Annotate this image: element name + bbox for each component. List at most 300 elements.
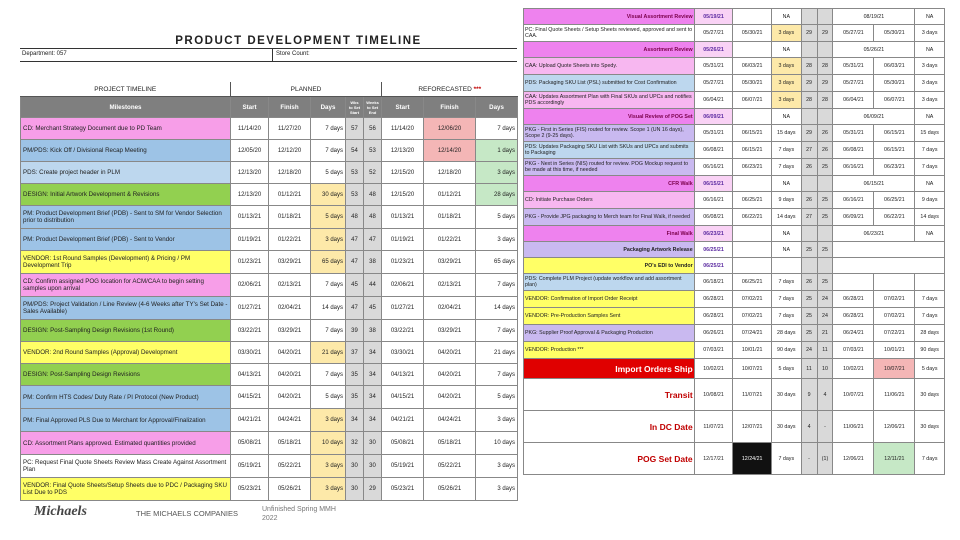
- reforecast-finish-cell: 06/03/21: [874, 58, 915, 75]
- column-header: Finish: [424, 97, 476, 118]
- weeks-to-start-cell: [801, 226, 817, 242]
- planned-days-cell: 7 days: [311, 118, 346, 140]
- reforecast-finish-cell: 12/06/21: [874, 411, 915, 443]
- planned-start-cell: 11/07/21: [694, 411, 733, 443]
- reforecast-finish-cell: 05/22/21: [424, 455, 476, 478]
- weeks-to-start-cell: 53: [346, 184, 364, 206]
- milestone-cell: DESIGN: Post-Sampling Design Revisions: [21, 364, 231, 386]
- planned-finish-cell: 06/22/21: [733, 209, 772, 226]
- michaels-logo: Michaels: [34, 504, 87, 519]
- column-header: Milestones: [21, 97, 231, 118]
- table-row: [21, 184, 518, 206]
- reforecast-days-cell: 28 days: [915, 325, 945, 342]
- reforecast-days-cell: 7 days: [476, 118, 518, 140]
- planned-finish-cell: 06/15/21: [733, 125, 772, 142]
- reforecast-start-cell: 06/24/21: [833, 325, 874, 342]
- reforecast-finish-cell: 07/02/21: [874, 291, 915, 308]
- reforecast-start-cell: 03/30/21: [382, 342, 424, 364]
- weeks-to-end-cell: 44: [364, 274, 382, 297]
- column-header: Start: [382, 97, 424, 118]
- planned-finish-cell: 10/01/21: [733, 342, 772, 359]
- weeks-to-end-cell: 25: [817, 242, 833, 258]
- planned-days-cell: 7 days: [772, 308, 802, 325]
- section-header-row: [21, 82, 518, 97]
- reforecast-finish-cell: 10/01/21: [874, 342, 915, 359]
- reforecast-start-cell: 10/02/21: [833, 359, 874, 379]
- weeks-to-end-cell: 4: [817, 379, 833, 411]
- reforecast-finish-cell: 02/04/21: [424, 297, 476, 320]
- key-date-name-cell: POG Set Date: [524, 443, 695, 475]
- planned-days-cell: 7 days: [772, 274, 802, 291]
- weeks-to-end-cell: 24: [817, 308, 833, 325]
- reforecast-start-cell: 05/27/21: [833, 25, 874, 42]
- na-cell: NA: [772, 176, 802, 192]
- task-row: [524, 308, 945, 325]
- planned-start-cell: 05/31/21: [694, 58, 733, 75]
- weeks-to-end-cell: 52: [364, 162, 382, 184]
- planned-start-cell: 06/08/21: [694, 142, 733, 159]
- reforecast-finish-cell: 01/18/21: [424, 206, 476, 229]
- reforecast-start-cell: 02/06/21: [382, 274, 424, 297]
- reforecast-days-cell: 14 days: [915, 209, 945, 226]
- reforecast-finish-cell: 01/22/21: [424, 229, 476, 251]
- weeks-to-end-cell: 34: [364, 342, 382, 364]
- planned-finish-cell: 06/07/21: [733, 92, 772, 109]
- planned-finish-cell: 12/12/20: [269, 140, 311, 162]
- planned-days-cell: 30 days: [772, 379, 802, 411]
- reforecast-days-cell: 3 days: [476, 409, 518, 432]
- reforecast-finish-cell: 03/29/21: [424, 251, 476, 274]
- planned-finish-cell: 11/27/20: [269, 118, 311, 140]
- weeks-to-start-cell: 39: [346, 320, 364, 342]
- reforecast-days-cell: 7 days: [915, 142, 945, 159]
- planned-finish-cell: 11/07/21: [733, 379, 772, 411]
- reforecast-start-cell: 01/13/21: [382, 206, 424, 229]
- planned-finish-cell: 10/07/21: [733, 359, 772, 379]
- table-row: [21, 386, 518, 409]
- reforecast-start-cell: 12/06/21: [833, 443, 874, 475]
- reforecast-days-cell: 3 days: [915, 75, 945, 92]
- reforecast-finish-cell: 12/14/20: [424, 140, 476, 162]
- task-row: [524, 25, 945, 42]
- right-timeline-panel: [523, 8, 945, 528]
- task-description-cell: PDS: Updates Packaging SKU List with SKUs and UPCs and submits to Packaging: [524, 142, 695, 159]
- empty-cell: [833, 242, 945, 258]
- milestone-section-row: [524, 176, 945, 192]
- reforecast-finish-cell: 07/22/21: [874, 325, 915, 342]
- reforecast-days-cell: [915, 274, 945, 291]
- reforecast-finish-cell: 07/02/21: [874, 308, 915, 325]
- planned-days-cell: 65 days: [311, 251, 346, 274]
- weeks-to-end-cell: 29: [817, 75, 833, 92]
- weeks-to-start-cell: 9: [801, 379, 817, 411]
- reforecast-start-cell: 06/28/21: [833, 291, 874, 308]
- milestone-date-cell: 05/26/21: [694, 42, 733, 58]
- planned-days-cell: 3 days: [772, 58, 802, 75]
- reforecast-days-cell: 90 days: [915, 342, 945, 359]
- na-cell: [772, 258, 802, 274]
- planned-start-cell: 01/23/21: [231, 251, 269, 274]
- column-header: Wks to Set Start: [346, 97, 364, 118]
- weeks-to-start-cell: [801, 176, 817, 192]
- planned-start-cell: 06/26/21: [694, 325, 733, 342]
- task-row: [524, 125, 945, 142]
- store-count-label: Store Count:: [272, 49, 310, 61]
- weeks-to-start-cell: 54: [346, 140, 364, 162]
- weeks-to-end-cell: 25: [817, 209, 833, 226]
- weeks-to-start-cell: 26: [801, 274, 817, 291]
- reforecast-na-cell: NA: [915, 42, 945, 58]
- milestone-date-cell: 06/25/21: [694, 258, 733, 274]
- planned-finish-cell: 12/24/21: [733, 443, 772, 475]
- table-row: [21, 206, 518, 229]
- task-description-cell: PC: Final Quote Sheets / Setup Sheets reviewed, approved and sent to CAA.: [524, 25, 695, 42]
- weeks-to-start-cell: 26: [801, 192, 817, 209]
- column-header: Days: [311, 97, 346, 118]
- reforecast-start-cell: 06/04/21: [833, 92, 874, 109]
- left-timeline-panel: [20, 28, 517, 522]
- column-header: Weeks to Set End: [364, 97, 382, 118]
- reforecast-start-cell: 03/22/21: [382, 320, 424, 342]
- reforecast-days-cell: 30 days: [915, 411, 945, 443]
- task-description-cell: VENDOR: Confirmation of Import Order Receipt: [524, 291, 695, 308]
- weeks-to-end-cell: 38: [364, 320, 382, 342]
- planned-start-cell: 03/30/21: [231, 342, 269, 364]
- milestone-date-cell: 06/15/21: [694, 176, 733, 192]
- weeks-to-end-cell: 10: [817, 359, 833, 379]
- reforecast-days-cell: 7 days: [476, 364, 518, 386]
- reforecast-start-cell: 12/15/20: [382, 184, 424, 206]
- task-row: [524, 58, 945, 75]
- reforecast-finish-cell: 04/24/21: [424, 409, 476, 432]
- planned-start-cell: 07/03/21: [694, 342, 733, 359]
- reforecast-days-cell: 3 days: [915, 25, 945, 42]
- planned-finish-cell: 05/26/21: [269, 478, 311, 501]
- footer-note-line1: Unfinished Spring MMH: [262, 506, 336, 513]
- planned-days-cell: 3 days: [311, 409, 346, 432]
- reforecast-start-cell: 04/13/21: [382, 364, 424, 386]
- reforecast-finish-cell: 10/07/21: [874, 359, 915, 379]
- reforecast-days-cell: 7 days: [915, 308, 945, 325]
- milestone-date-cell: 06/09/21: [694, 109, 733, 125]
- planned-start-cell: 03/22/21: [231, 320, 269, 342]
- task-row: [524, 142, 945, 159]
- planned-finish-cell: 04/20/21: [269, 364, 311, 386]
- planned-days-cell: 10 days: [311, 432, 346, 455]
- planned-start-cell: 04/13/21: [231, 364, 269, 386]
- weeks-to-start-cell: 45: [346, 274, 364, 297]
- task-description-cell: PKG - Next in Series (NIS) routed for review. POG Mockup request to be made at this time, if needed: [524, 159, 695, 176]
- weeks-to-end-cell: 28: [817, 58, 833, 75]
- reforecast-days-cell: 3 days: [476, 478, 518, 501]
- planned-finish-cell: 04/24/21: [269, 409, 311, 432]
- planned-days-cell: 3 days: [311, 229, 346, 251]
- planned-start-cell: 06/04/21: [694, 92, 733, 109]
- weeks-to-start-cell: 29: [801, 75, 817, 92]
- weeks-to-end-cell: 25: [817, 159, 833, 176]
- task-description-cell: PKG: Supplier Proof Approval & Packaging Production: [524, 325, 695, 342]
- reforecast-start-cell: 05/19/21: [382, 455, 424, 478]
- task-row: [524, 75, 945, 92]
- reforecast-start-cell: 04/15/21: [382, 386, 424, 409]
- milestone-cell: PC: Request Final Quote Sheets Review Mass Create Against Assortment Plan: [21, 455, 231, 478]
- reforecast-start-cell: 01/23/21: [382, 251, 424, 274]
- reforecast-start-cell: 06/16/21: [833, 192, 874, 209]
- planned-days-cell: 90 days: [772, 342, 802, 359]
- timeline-table: [20, 82, 518, 501]
- planned-finish-cell: 01/22/21: [269, 229, 311, 251]
- planned-start-cell: 12/05/20: [231, 140, 269, 162]
- weeks-to-start-cell: 34: [346, 409, 364, 432]
- reforecast-start-cell: 06/08/21: [833, 142, 874, 159]
- weeks-to-start-cell: 25: [801, 308, 817, 325]
- milestone-section-row: [524, 9, 945, 25]
- weeks-to-end-cell: 25: [817, 274, 833, 291]
- weeks-to-end-cell: 53: [364, 140, 382, 162]
- weeks-to-end-cell: 28: [817, 92, 833, 109]
- planned-days-cell: 30 days: [772, 411, 802, 443]
- planned-start-cell: 10/02/21: [694, 359, 733, 379]
- reforecast-start-cell: 12/13/20: [382, 140, 424, 162]
- reforecast-days-cell: 7 days: [915, 159, 945, 176]
- weeks-to-end-cell: 26: [817, 125, 833, 142]
- column-header-row: [21, 97, 518, 118]
- weeks-to-end-cell: 34: [364, 409, 382, 432]
- reforecast-start-cell: 11/06/21: [833, 411, 874, 443]
- milestone-name-cell: Packaging Artwork Release: [524, 242, 695, 258]
- empty-cell: [733, 226, 772, 242]
- planned-days-cell: 7 days: [772, 159, 802, 176]
- reforecast-start-cell: 05/31/21: [833, 125, 874, 142]
- planned-start-cell: 06/18/21: [694, 274, 733, 291]
- company-name: THE MICHAELS COMPANIES: [136, 509, 238, 518]
- table-row: [21, 274, 518, 297]
- weeks-to-start-cell: 25: [801, 325, 817, 342]
- planned-finish-cell: 12/18/20: [269, 162, 311, 184]
- milestone-date-cell: 06/25/21: [694, 242, 733, 258]
- weeks-to-end-cell: [817, 176, 833, 192]
- planned-days-cell: 5 days: [311, 162, 346, 184]
- reforecast-finish-cell: 12/11/21: [874, 443, 915, 475]
- reforecast-start-cell: 06/16/21: [833, 159, 874, 176]
- reforecast-date-cell: 05/26/21: [833, 42, 915, 58]
- planned-finish-cell: 06/25/21: [733, 274, 772, 291]
- reforecast-finish-cell: 11/06/21: [874, 379, 915, 411]
- weeks-to-start-cell: -: [801, 443, 817, 475]
- section-planned: PLANNED: [231, 82, 382, 97]
- task-description-cell: PDS: Complete PLM Project (update workflow and add assortment plan): [524, 274, 695, 291]
- reforecast-date-cell: 06/15/21: [833, 176, 915, 192]
- weeks-to-end-cell: 34: [364, 364, 382, 386]
- milestone-date-cell: 05/19/21: [694, 9, 733, 25]
- key-date-name-cell: In DC Date: [524, 411, 695, 443]
- reforecast-finish-cell: 05/30/21: [874, 75, 915, 92]
- planned-start-cell: 01/19/21: [231, 229, 269, 251]
- timeline-continued-table: [523, 8, 945, 475]
- milestone-row: [524, 258, 945, 274]
- footer-note: [262, 505, 336, 523]
- table-row: [21, 478, 518, 501]
- table-row: [21, 140, 518, 162]
- weeks-to-end-cell: 47: [364, 229, 382, 251]
- weeks-to-start-cell: [801, 258, 817, 274]
- table-row: [21, 118, 518, 140]
- reforecast-days-cell: 7 days: [476, 274, 518, 297]
- weeks-to-start-cell: 57: [346, 118, 364, 140]
- reforecast-date-cell: 06/09/21: [833, 109, 915, 125]
- planned-start-cell: 12/13/20: [231, 184, 269, 206]
- table-row: [21, 409, 518, 432]
- task-description-cell: PKG - Provide JPG packaging to Merch team for Final Walk, if needed: [524, 209, 695, 226]
- reforecast-days-cell: 21 days: [476, 342, 518, 364]
- planned-start-cell: 06/28/21: [694, 291, 733, 308]
- reforecast-days-cell: 3 days: [476, 162, 518, 184]
- key-date-row: [524, 359, 945, 379]
- key-date-row: [524, 379, 945, 411]
- reforecast-finish-cell: 06/22/21: [874, 209, 915, 226]
- weeks-to-end-cell: 29: [364, 478, 382, 501]
- milestone-cell: DESIGN: Post-Sampling Design Revisions (1st Round): [21, 320, 231, 342]
- milestone-name-cell: Final Walk: [524, 226, 695, 242]
- task-row: [524, 92, 945, 109]
- planned-start-cell: 12/17/21: [694, 443, 733, 475]
- weeks-to-end-cell: -: [817, 411, 833, 443]
- planned-days-cell: 3 days: [772, 92, 802, 109]
- table-row: [21, 162, 518, 184]
- milestone-cell: PM: Final Approved PLS Due to Merchant for Approval/Finalization: [21, 409, 231, 432]
- reforecast-days-cell: 9 days: [915, 192, 945, 209]
- planned-finish-cell: 04/20/21: [269, 342, 311, 364]
- task-row: [524, 342, 945, 359]
- table-row: [21, 229, 518, 251]
- weeks-to-end-cell: 56: [364, 118, 382, 140]
- planned-days-cell: 3 days: [311, 455, 346, 478]
- milestone-section-row: [524, 226, 945, 242]
- planned-days-cell: 7 days: [772, 443, 802, 475]
- reforecast-start-cell: 05/27/21: [833, 75, 874, 92]
- key-date-row: [524, 411, 945, 443]
- weeks-to-start-cell: 27: [801, 209, 817, 226]
- reforecast-finish-cell: 06/15/21: [874, 125, 915, 142]
- planned-finish-cell: 02/13/21: [269, 274, 311, 297]
- reforecast-start-cell: 01/19/21: [382, 229, 424, 251]
- weeks-to-start-cell: 32: [346, 432, 364, 455]
- planned-finish-cell: 03/29/21: [269, 320, 311, 342]
- empty-cell: [833, 258, 945, 274]
- na-cell: NA: [772, 109, 802, 125]
- planned-start-cell: 06/16/21: [694, 159, 733, 176]
- reforecast-date-cell: 06/23/21: [833, 226, 915, 242]
- department-row: [20, 48, 517, 62]
- table-row: [21, 320, 518, 342]
- reforecast-na-cell: NA: [915, 226, 945, 242]
- planned-finish-cell: 06/15/21: [733, 142, 772, 159]
- weeks-to-start-cell: 53: [346, 162, 364, 184]
- weeks-to-start-cell: 30: [346, 478, 364, 501]
- column-header: Start: [231, 97, 269, 118]
- planned-days-cell: 15 days: [772, 125, 802, 142]
- reforecast-start-cell: 06/09/21: [833, 209, 874, 226]
- planned-days-cell: 5 days: [772, 359, 802, 379]
- column-header: Finish: [269, 97, 311, 118]
- planned-days-cell: 7 days: [772, 291, 802, 308]
- planned-start-cell: 01/13/21: [231, 206, 269, 229]
- reforecast-finish-cell: 04/20/21: [424, 342, 476, 364]
- planned-start-cell: 06/08/21: [694, 209, 733, 226]
- milestone-cell: PM: Confirm HTS Codes/ Duty Rate / PI Protocol (New Product): [21, 386, 231, 409]
- table-row: [21, 364, 518, 386]
- task-row: [524, 291, 945, 308]
- planned-finish-cell: 06/03/21: [733, 58, 772, 75]
- milestone-section-row: [524, 109, 945, 125]
- reforecast-finish-cell: 12/18/20: [424, 162, 476, 184]
- na-cell: NA: [772, 226, 802, 242]
- weeks-to-end-cell: 30: [364, 455, 382, 478]
- weeks-to-end-cell: [817, 42, 833, 58]
- planned-days-cell: 30 days: [311, 184, 346, 206]
- weeks-to-end-cell: [817, 9, 833, 25]
- weeks-to-start-cell: 48: [346, 206, 364, 229]
- reforecast-finish-cell: 06/25/21: [874, 192, 915, 209]
- reforecast-finish-cell: 04/20/21: [424, 364, 476, 386]
- planned-start-cell: 12/13/20: [231, 162, 269, 184]
- table-row: [21, 342, 518, 364]
- planned-finish-cell: 02/04/21: [269, 297, 311, 320]
- weeks-to-end-cell: 38: [364, 251, 382, 274]
- na-cell: NA: [772, 9, 802, 25]
- weeks-to-start-cell: 28: [801, 92, 817, 109]
- planned-days-cell: 5 days: [311, 386, 346, 409]
- reforecast-na-cell: NA: [915, 9, 945, 25]
- reforecast-days-cell: 5 days: [476, 386, 518, 409]
- planned-days-cell: 21 days: [311, 342, 346, 364]
- reforecast-finish-cell: 01/12/21: [424, 184, 476, 206]
- reforecast-finish-cell: 02/13/21: [424, 274, 476, 297]
- planned-start-cell: 01/27/21: [231, 297, 269, 320]
- planned-days-cell: 3 days: [772, 25, 802, 42]
- reforecast-finish-cell: 04/20/21: [424, 386, 476, 409]
- planned-start-cell: 06/28/21: [694, 308, 733, 325]
- weeks-to-start-cell: [801, 42, 817, 58]
- milestone-name-cell: Visual Assortment Review: [524, 9, 695, 25]
- reforecast-start-cell: 11/14/20: [382, 118, 424, 140]
- weeks-to-end-cell: 29: [817, 25, 833, 42]
- milestone-cell: CD: Confirm assigned POG location for ACM/CAA to begin setting samples upon arrival: [21, 274, 231, 297]
- weeks-to-start-cell: 37: [346, 342, 364, 364]
- planned-days-cell: 9 days: [772, 192, 802, 209]
- task-description-cell: PKG - First in Series (FIS) routed for review. Scope 1 (UN 16 days), Scope 2 (9-25 days).: [524, 125, 695, 142]
- weeks-to-start-cell: 25: [801, 291, 817, 308]
- task-description-cell: CAA: Upload Quote Sheets into Spedy.: [524, 58, 695, 75]
- reforecast-days-cell: 3 days: [476, 229, 518, 251]
- weeks-to-start-cell: 47: [346, 229, 364, 251]
- reforecast-days-cell: 1 days: [476, 140, 518, 162]
- planned-finish-cell: 05/18/21: [269, 432, 311, 455]
- reforecast-finish-cell: 06/23/21: [874, 159, 915, 176]
- planned-start-cell: 02/06/21: [231, 274, 269, 297]
- weeks-to-start-cell: 25: [801, 242, 817, 258]
- task-row: [524, 274, 945, 291]
- weeks-to-end-cell: 34: [364, 386, 382, 409]
- planned-finish-cell: 07/02/21: [733, 291, 772, 308]
- reforecast-finish-cell: 03/29/21: [424, 320, 476, 342]
- footer-note-line2: 2022: [262, 515, 278, 522]
- planned-finish-cell: 05/22/21: [269, 455, 311, 478]
- task-description-cell: VENDOR: Pre-Production Samples Sent: [524, 308, 695, 325]
- planned-finish-cell: 07/24/21: [733, 325, 772, 342]
- planned-days-cell: 5 days: [311, 206, 346, 229]
- planned-start-cell: 06/16/21: [694, 192, 733, 209]
